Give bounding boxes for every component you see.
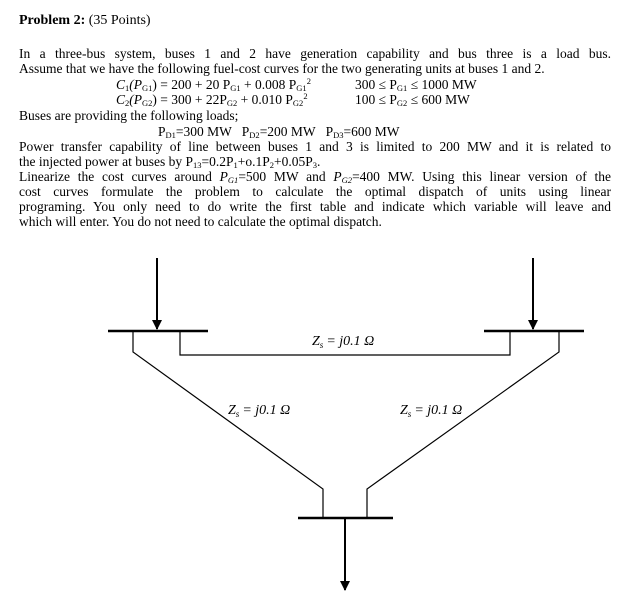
impedance-label-2-3: $Z_s = j0.1$ Ω xyxy=(400,403,463,419)
cost-curve-1: $C_1(P_{G1}) = 200 + 20$ $P_{G1} + 0.008$ $P_{G1}^2$ xyxy=(116,76,311,93)
linearize-line-1: Linearize the cost curves around $P_{G1}=500$ MW and $P_{G2}=400$ MW. Using this linear version of the xyxy=(19,169,612,185)
linearize-line-4: which will enter. You do not need to calculate the optimal dispatch. xyxy=(19,214,382,229)
problem-points: (35 Points) xyxy=(88,13,151,28)
line-limit-1: Power transfer capability of line between buses 1 and 3 is limited to 200 MW and it is related to xyxy=(19,139,611,154)
intro-line-1: In a three-bus system, buses 1 and 2 have generation capability and bus three is a load bus. xyxy=(19,46,611,61)
problem-label: Problem 2: xyxy=(19,13,86,28)
linearize-line-3: programing. You only need to do write the first table and indicate which variable will leave and xyxy=(19,199,611,214)
loads-intro: Buses are providing the following loads; xyxy=(19,108,239,123)
line-1-3 xyxy=(133,331,323,518)
line-2-3 xyxy=(367,331,559,518)
cost-limit-1: $300 \le P_{G1} \le 1000$ MW xyxy=(355,77,477,93)
load-2: $P_{D2}=200$ MW xyxy=(241,124,316,140)
load-3: $P_{D3}=600$ MW xyxy=(325,124,400,140)
linearize-line-2: cost curves formulate the problem to calculate the optimal dispatch of units using linear xyxy=(19,184,611,199)
intro-line-2: Assume that we have the following fuel-cost curves for the two generating units at buses 1 and 2. xyxy=(19,61,545,76)
line-limit-2: the injected power at buses by $P_{13}=0.2P_1+o.1P_2+0.05P_3$. xyxy=(19,154,321,170)
cost-limit-2: $100 \le P_{G2} \le 600$ MW xyxy=(355,92,470,108)
impedance-label-1-3: $Z_s = j0.1$ Ω xyxy=(228,403,291,419)
load-1: $P_{D1}=300$ MW xyxy=(158,124,232,140)
cost-curve-2: $C_2(P_{G2}) = 300 + 22P_{G2} + 0.010$ $P_{G2}^2$ xyxy=(116,91,308,108)
impedance-label-1-2: $Z_s = j0.1$ Ω xyxy=(312,334,375,350)
